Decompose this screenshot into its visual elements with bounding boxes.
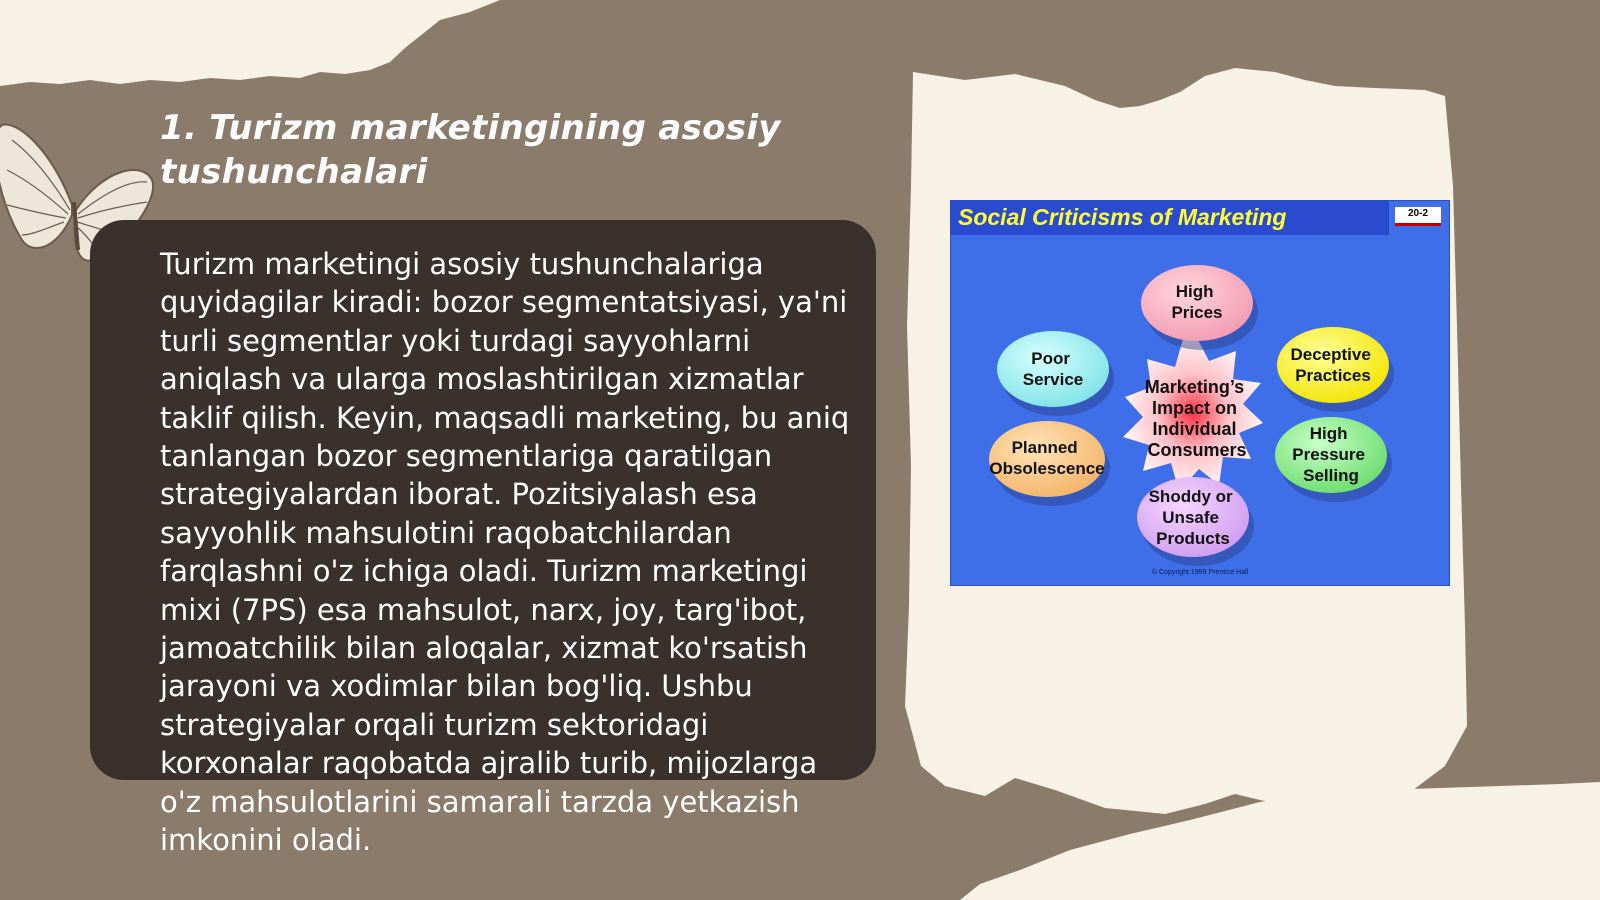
- slide-title-line2: tushunchalari: [160, 152, 428, 192]
- diagram-copyright: © Copyright 1999 Prentice Hall: [1151, 569, 1249, 576]
- torn-paper-bottom-right: [960, 780, 1600, 900]
- slide-title-line1: 1. Turizm marketingining asosiy: [160, 108, 781, 148]
- label-poor-service: Poor Service: [1022, 349, 1084, 389]
- diagram-badge: 20-2: [1395, 207, 1441, 226]
- label-high-prices: High Prices: [1171, 282, 1223, 322]
- diagram-canvas: [951, 201, 1450, 586]
- label-shoddy-products: Shoddy or Unsafe Products: [1148, 487, 1233, 548]
- label-center: Marketing’s Impact on Individual Consumers: [1144, 377, 1247, 460]
- embedded-diagram-image: [950, 200, 1450, 586]
- label-deceptive-practices: Deceptive Practices: [1290, 345, 1371, 385]
- slide-title: [160, 106, 860, 194]
- label-planned-obsolescence: Planned Obsolescence: [989, 438, 1105, 478]
- label-high-pressure-selling: High Pressure Selling: [1292, 424, 1366, 485]
- diagram-title: Social Criticisms of Marketing: [958, 204, 1287, 230]
- body-text: Turizm marketingi asosiy tushunchalariga quyidagilar kiradi: bozor segmentatsiyasi, ya'ni turli segmentlar yoki turdagi sayyohlarni aniqlash va ularga moslashtirilgan xizmatlar taklif qilish. Keyin, maqsadli marketing, bu aniq tanlangan bozor segmentlariga qaratilgan strategiyalardan iborat. Pozitsiyalash esa sayyohlik mahsulotini raqobatchilardan farqlashni o'z ichiga oladi. Turizm marketingi mixi (7PS) esa mahsulot, narx, joy, targ'ibot, jamoatchilik bilan aloqalar, xizmat ko'rsatish jarayoni va xodimlar bilan bog'liq. Ushbu strategiyalar orqali turizm sektoridagi korxonalar raqobatda ajralib turib, mijozlarga o'z mahsulotlarini samarali tarzda yetkazish imkonini oladi.: [160, 247, 850, 858]
- torn-paper-top-left: [0, 0, 560, 100]
